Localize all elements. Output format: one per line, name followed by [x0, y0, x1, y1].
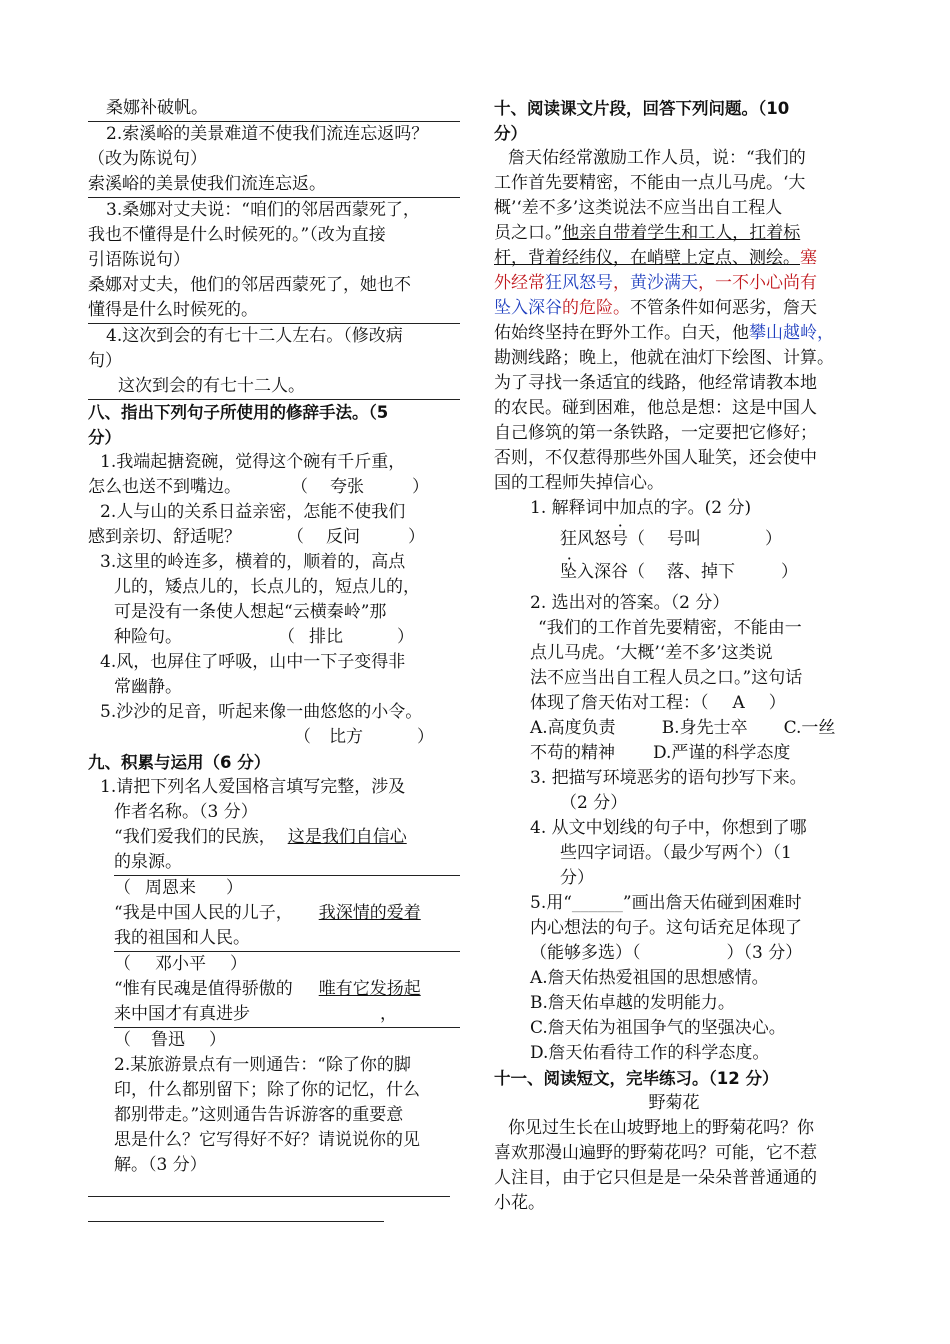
passage-line: 坠入深谷的危险。不管条件如何恶劣，詹天: [494, 298, 817, 318]
question-text: 2.某旅游景点有一则通告：“除了你的脚: [114, 1055, 411, 1075]
question-text: 儿的，矮点儿的，长点儿的，短点儿的，: [114, 577, 420, 597]
motto-line: “我们爱我们的民族， 这是我们自信心: [114, 827, 407, 847]
question-text: 种险句。 （ 排比 ）: [114, 627, 414, 647]
section-8-title-cont: 分）: [88, 428, 121, 447]
question-text: 可是没有一条使人想起“云横秦岭”那: [114, 602, 387, 622]
question-text: 解。（3 分）: [114, 1155, 207, 1175]
answer-blank-line: [88, 1196, 450, 1197]
answer-text: 排比: [309, 627, 343, 647]
answer-text: （ 比方 ）: [294, 727, 434, 747]
text-line: 桑娜补破帆。: [106, 98, 208, 118]
passage-line: 自己修筑的第一条铁路，一定要把它修好；: [494, 423, 817, 443]
answer-line: 懂得是什么时候死的。: [88, 300, 258, 320]
question-text: 4.风，也屏住了呼吸，山中一下子变得非: [100, 652, 406, 672]
passage-line: 喜欢那漫山遍野的野菊花吗？可能，它不惹: [494, 1143, 817, 1163]
passage-line: 杆，背着经纬仪，在峭壁上定点、测绘。塞: [494, 248, 817, 268]
passage-line: 佑始终坚持在野外工作。白天，他攀山越岭，: [494, 323, 834, 343]
motto-line: 我的祖国和人民。: [114, 926, 460, 952]
question-text: 内心想法的句子。这句话充足体现了: [530, 918, 802, 938]
answer-text: 夸张: [330, 477, 364, 497]
passage-line: 工作首先要精密，不能由一点儿马虎。‘大: [494, 173, 806, 193]
section-9-title: 九、积累与运用（6 分）: [88, 753, 271, 772]
question-text: 怎么也送不到嘴边。 （ 夸张 ）: [88, 477, 429, 497]
option-line: 不苟的精神 D.严谨的科学态度: [530, 743, 791, 763]
left-column: [88, 96, 460, 1178]
passage-line: 国的工程师失掉信心。: [494, 473, 664, 493]
vocab-item: 狂风怒号（ 号叫 ）: [560, 529, 782, 549]
text-line: 我也不懂得是什么时候死的。”（改为直接: [88, 225, 386, 245]
passage-line: 为了寻找一条适宜的线路，他经常请教本地: [494, 373, 817, 393]
question-text: 1. 解释词中加点的字。(2 分): [530, 498, 752, 518]
question-text: 些四字词语。（最少写两个）（1: [560, 843, 792, 863]
underlined-sentence: 他亲自带着学生和工人，扛着标: [562, 223, 801, 243]
passage-line: 人注目，由于它只但是是一朵朵普普通通的: [494, 1168, 817, 1188]
question-text: 3.这里的岭连多，横着的，顺着的，高点: [100, 552, 406, 572]
text-line: 句）: [88, 351, 122, 371]
question-text: 2.人与山的关系日益亲密，怎能不使我们: [100, 502, 406, 522]
underlined-sentence: 杆，背着经纬仪，在峭壁上定点、测绘。: [494, 248, 800, 268]
section-10-title-cont: 分）: [494, 124, 527, 143]
passage-line: 勘测线路；晚上，他就在油灯下绘图、计算。: [494, 348, 834, 368]
passage-line: 小花。: [494, 1193, 545, 1213]
passage-line: 的农民。碰到困难，他总是想：这是中国人: [494, 398, 817, 418]
right-column: [494, 96, 866, 1216]
question-text: 1.请把下列名人爱国格言填写完整，涉及: [100, 777, 406, 797]
question-text: 5.沙沙的足音，听起来像一曲悠悠的小令。: [100, 702, 423, 722]
option-line: B.詹天佑卓越的发明能力。: [530, 993, 735, 1013]
answer-line: 索溪峪的美景使我们流连忘返。: [88, 174, 326, 194]
text-line: 4.这次到会的有七十二人左右。（修改病: [88, 323, 460, 349]
text-line: 2.索溪峪的美景难道不使我们流连忘返吗？: [88, 121, 460, 147]
question-text: 思是什么？它写得好不好？请说说你的见: [114, 1130, 420, 1150]
answer-text: A: [732, 693, 745, 713]
author-line: （ 周恩来 ）: [114, 878, 243, 898]
section-8-title: 八、指出下列句子所使用的修辞手法。（5: [88, 399, 460, 425]
answer-text: 这是我们自信心: [287, 827, 407, 847]
question-text: 点儿马虎。‘大概’‘差不多’这类说: [530, 643, 773, 663]
passage-line: 员之口。”他亲自带着学生和工人，扛着标: [494, 223, 801, 243]
passage-line: 否则，不仅惹得那些外国人耻笑，还会使中: [494, 448, 817, 468]
answer-text: 我深情的爱着: [318, 903, 421, 923]
question-text: 2. 选出对的答案。（2 分）: [530, 593, 730, 613]
author-line: （ 邓小平 ）: [114, 954, 247, 974]
option-line: D.詹天佑看待工作的科学态度。: [530, 1043, 770, 1063]
question-text: 常幽静。: [114, 677, 182, 697]
question-text: 感到亲切、舒适呢？ （ 反问 ）: [88, 527, 425, 547]
passage-line: 詹天佑经常激励工作人员，说：“我们的: [508, 148, 806, 168]
question-text: 4. 从文中划线的句子中，你想到了哪: [530, 818, 807, 838]
question-text: （能够多选）（ ）（3 分）: [530, 943, 803, 963]
answer-text: 反问: [326, 527, 360, 547]
motto-line: “惟有民魂是值得骄傲的 唯有它发扬起: [114, 979, 421, 999]
option-line: C.詹天佑为祖国争气的坚强决心。: [530, 1018, 786, 1038]
option-line: A.詹天佑热爱祖国的思想感情。: [530, 968, 769, 988]
answer-line: 这次到会的有七十二人。: [118, 376, 305, 396]
motto-line: “我是中国人民的儿子， 我深情的爱着: [114, 903, 421, 923]
question-text: 印，什么都别留下；除了你的记忆，什么: [114, 1080, 420, 1100]
question-text: 3. 把描写环境恶劣的语句抄写下来。: [530, 768, 807, 788]
motto-line: 的泉源。: [114, 850, 460, 876]
answer-text: 号叫: [667, 529, 701, 549]
section-10-title: 十、阅读课文片段，回答下列问题。（10: [494, 99, 790, 118]
passage-line: 外经常狂风怒号，黄沙满天，一不小心尚有: [494, 273, 817, 293]
question-text: “我们的工作首先要精密，不能由一: [538, 618, 802, 638]
passage-line: 概’‘差不多’这类说法不应当出自工程人: [494, 198, 783, 218]
passage-line: 你见过生长在山坡野地上的野菊花吗？你: [508, 1118, 814, 1138]
question-text: 都别带走。”这则通告告诉游客的重要意: [114, 1105, 404, 1125]
section-11-title: 十一、阅读短文，完毕练习。（12 分）: [494, 1069, 779, 1088]
text-line: （改为陈说句）: [88, 149, 207, 169]
question-text: 法不应当出自工程人员之口。”这句话: [530, 668, 803, 688]
question-text: （2 分）: [560, 793, 628, 813]
vocab-item: 坠入深谷（ 落、掉下 ）: [560, 562, 798, 582]
text-line: 3.桑娜对丈夫说：“咱们的邻居西蒙死了，: [88, 197, 460, 223]
answer-text: 落、掉下: [667, 562, 735, 582]
story-title: 野菊花: [648, 1093, 700, 1113]
question-text: 1.我端起搪瓷碗，觉得这个碗有千斤重，: [100, 452, 406, 472]
answer-blank-line: [88, 1221, 384, 1222]
text-line: 引语陈说句）: [88, 250, 190, 270]
motto-line: 来中国才有真进步 ，: [114, 1002, 460, 1028]
answer-line: 桑娜对丈夫，他们的邻居西蒙死了，她也不: [88, 275, 411, 295]
question-text: 作者名称。（3 分）: [114, 802, 258, 822]
question-text: 体现了詹天佑对工程：（ A ）: [530, 693, 786, 713]
answer-text: 唯有它发扬起: [318, 979, 421, 999]
author-line: （ 鲁迅 ）: [114, 1030, 226, 1050]
question-text: 5.用“______”画出詹天佑碰到困难时: [530, 893, 802, 913]
option-line: A.高度负责 B.身先士卒 C.一丝: [530, 718, 836, 738]
question-text: 分）: [560, 868, 594, 888]
